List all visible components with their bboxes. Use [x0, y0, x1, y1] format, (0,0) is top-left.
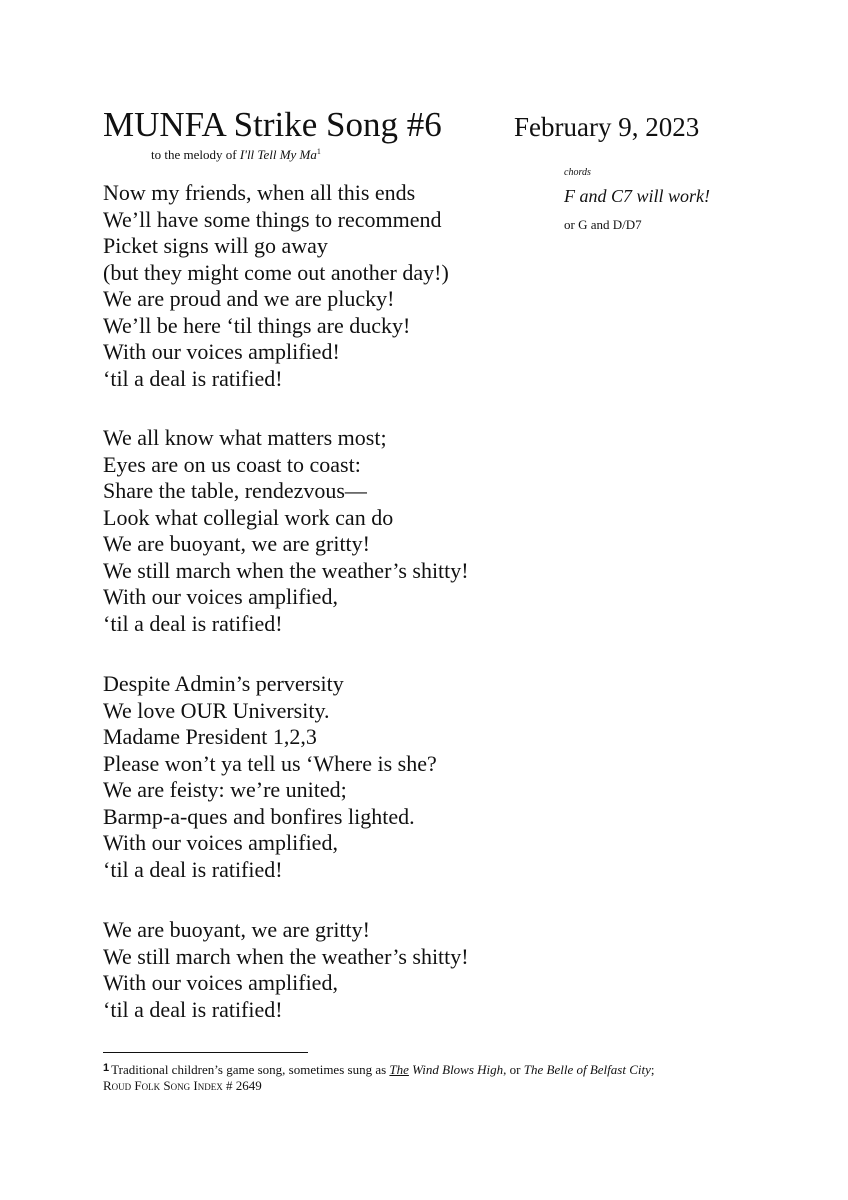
lyric-line: With our voices amplified,: [103, 584, 338, 609]
lyric-line: ‘til a deal is ratified!: [103, 610, 283, 636]
lyric-line: We love OUR University.: [103, 697, 330, 723]
footnote-text-3: ;: [650, 1062, 655, 1077]
footnote-text: Traditional children’s game song, sometimes sung as: [111, 1062, 390, 1077]
lyric-line: Despite Admin’s perversity: [103, 671, 344, 696]
lyric-line: We still march when the weather’s shitty!: [103, 943, 469, 969]
lyric-line: ‘til a deal is ratified!: [103, 365, 283, 391]
lyric-line: Barmp-a-ques and bonfires lighted.: [103, 803, 415, 829]
lyric-line: With our voices amplified!: [103, 339, 340, 364]
melody-note: [151, 143, 321, 164]
lyric-line: Share the table, rendezvous—: [103, 478, 367, 503]
lyric-line: ‘til a deal is ratified!: [103, 996, 283, 1022]
chords-label: chords: [564, 167, 591, 178]
lyric-line: With our voices amplified,: [103, 830, 338, 855]
footnote-divider: [103, 1052, 308, 1053]
footnote: [103, 1060, 654, 1094]
song-title: MUNFA Strike Song #6: [103, 105, 442, 144]
verse-1: [103, 180, 449, 392]
chords-alternate: or G and D/D7: [564, 217, 642, 232]
lyric-line: ‘til a deal is ratified!: [103, 856, 283, 882]
footnote-text-2: , or: [503, 1062, 524, 1077]
lyric-line: We’ll be here ‘til things are ducky!: [103, 312, 411, 338]
lyric-line: Look what collegial work can do: [103, 504, 394, 530]
footnote-marker: 1: [103, 1062, 110, 1074]
lyric-line: Now my friends, when all this ends: [103, 180, 416, 205]
song-date: February 9, 2023: [514, 112, 700, 142]
lyric-line: Eyes are on us coast to coast:: [103, 451, 361, 477]
lyric-line: We are buoyant, we are gritty!: [103, 917, 370, 942]
lyric-line: We are proud and we are plucky!: [103, 286, 395, 311]
footnote-title-rest: Wind Blows High: [408, 1062, 504, 1077]
verse-2: [103, 425, 469, 637]
chords-main: F and C7 will work!: [564, 186, 711, 206]
lyric-line: Madame President 1,2,3: [103, 724, 317, 749]
lyric-line: We’ll have some things to recommend: [103, 206, 442, 232]
melody-prefix: to the melody of: [151, 147, 240, 162]
footnote-line-1: [103, 1060, 654, 1078]
lyric-line: (but they might come out another day!): [103, 259, 449, 285]
lyric-line: We are feisty: we’re united;: [103, 777, 347, 802]
verse-4: [103, 917, 469, 1023]
lyric-line: Picket signs will go away: [103, 233, 328, 258]
melody-title: I'll Tell My Ma: [239, 147, 317, 162]
footnote-index: Roud Folk Song Index # 2649: [103, 1078, 262, 1093]
lyric-line: We all know what matters most;: [103, 425, 387, 450]
lyric-line: We still march when the weather’s shitty!: [103, 557, 469, 583]
lyric-line: We are buoyant, we are gritty!: [103, 531, 370, 556]
melody-footnote-marker: 1: [316, 147, 321, 156]
lyric-line: With our voices amplified,: [103, 970, 338, 995]
footnote-title-underlined: The: [389, 1062, 409, 1077]
lyric-line: Please won’t ya tell us ‘Where is she?: [103, 750, 437, 776]
footnote-title-2: The Belle of Belfast City: [523, 1062, 651, 1077]
verse-3: [103, 671, 437, 883]
